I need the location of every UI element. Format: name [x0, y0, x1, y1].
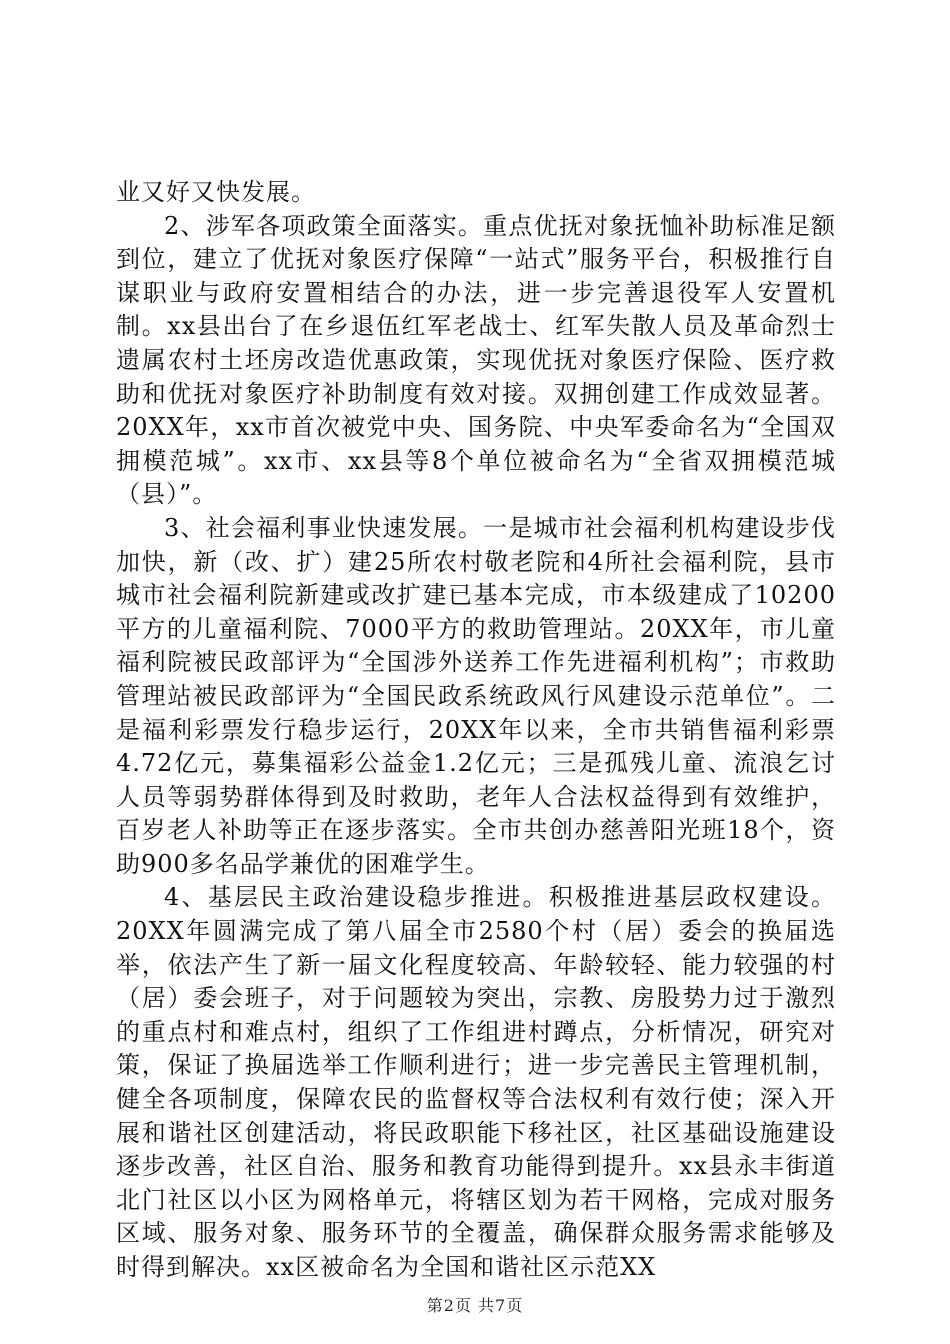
paragraph-continuation: 业又好又快发展。 [116, 178, 316, 206]
paragraph-military-policy: 2、涉军各项政策全面落实。重点优抚对象抚恤补助标准足额到位，建立了优抚对象医疗保障“一站式”服务平台，积极推行自谋职业与政府安置相结合的办法，进一步完善退役军人安置机制。xx县出台了在乡退伍红军老战士、红军失散人员及革命烈士遗属农村土坯房改造优惠政策，实现优抚对象医疗保险、医疗救助和优抚对象医疗补助制度有效对接。双拥创建工作成效显著。20XX年，xx市首次被党中央、国务院、中央军委命名为“全国双拥模范城”。xx市、xx县等8个单位被命名为“全省双拥模范城（县）”。 [116, 211, 836, 509]
paragraph-grassroots-democracy: 4、基层民主政治建设稳步推进。积极推进基层政权建设。20XX年圆满完成了第八届全市2580个村（居）委会的换届选举，依法产生了新一届文化程度较高、年龄较轻、能力较强的村（居）委会班子，对于问题较为突出，宗教、房股势力过于激烈的重点村和难点村，组织了工作组进村蹲点，分析情况，研究对策，保证了换届选举工作顺利进行；进一步完善民主管理机制，健全各项制度，保障农民的监督权等合法权利有效行使；深入开展和谐社区创建活动，将民政职能下移社区，社区基础设施建设逐步改善，社区自治、服务和教育功能得到提升。xx县永丰街道北门社区以小区为网格单元，将辖区划为若干网格，完成对服务区域、服务对象、服务环节的全覆盖，确保群众服务需求能够及时得到解决。xx区被命名为全国和谐社区示范XX [116, 883, 836, 1281]
page-footer: 第2页 共7页 [426, 1296, 524, 1315]
document-body [116, 176, 836, 1285]
paragraph-social-welfare: 3、社会福利事业快速发展。一是城市社会福利机构建设步伐加快，新（改、扩）建25所农村敬老院和4所社会福利院，县市城市社会福利院新建或改扩建已基本完成，市本级建成了10200平方的儿童福利院、7000平方的救助管理站。20XX年，市儿童福利院被民政部评为“全国涉外送养工作先进福利机构”；市救助管理站被民政部评为“全国民政系统政风行风建设示范单位”。二是福利彩票发行稳步运行，20XX年以来，全市共销售福利彩票4.72亿元，募集福彩公益金1.2亿元；三是孤残儿童、流浪乞讨人员等弱势群体得到及时救助，老年人合法权益得到有效维护，百岁老人补助等正在逐步落实。全市共创办慈善阳光班18个，资助900多名品学兼优的困难学生。 [116, 513, 836, 878]
